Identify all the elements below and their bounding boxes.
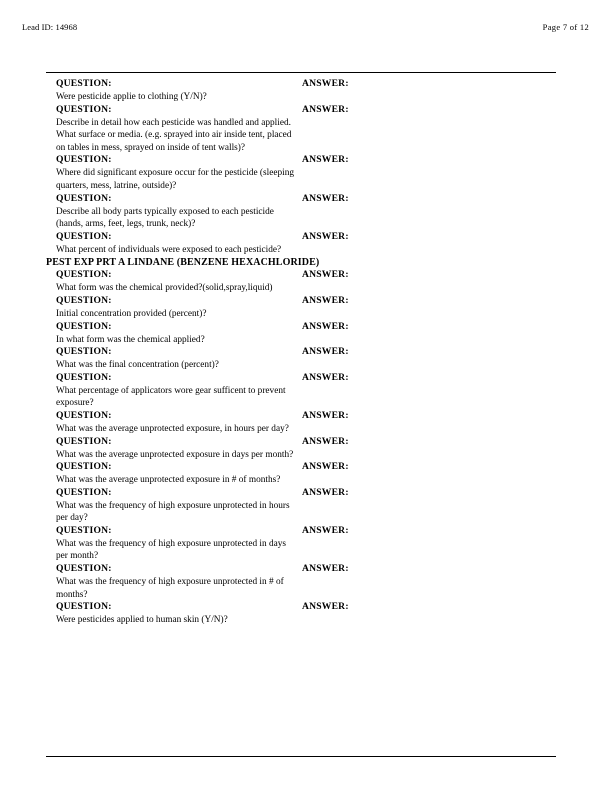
answer-label: ANSWER: bbox=[302, 192, 349, 204]
qa-item bbox=[46, 269, 556, 295]
answer-label: ANSWER: bbox=[302, 435, 349, 447]
answer-label: ANSWER: bbox=[302, 320, 349, 332]
answer-label: ANSWER: bbox=[302, 563, 349, 575]
question-text: What percent of individuals were exposed to each pesticide? bbox=[56, 244, 282, 255]
question-text: Describe in detail how each pesticide was handled and applied. What surface or media. (e.g. sprayed into air inside tent, placed on tables in mess, sprayed on inside of tent walls)? bbox=[56, 117, 292, 153]
answer-label: ANSWER: bbox=[302, 294, 349, 306]
answer-label: ANSWER: bbox=[302, 371, 349, 383]
question-text: What form was the chemical provided?(solid,spray,liquid) bbox=[56, 283, 273, 294]
qa-header bbox=[46, 321, 556, 334]
question-label: QUESTION: bbox=[56, 524, 112, 536]
question-text: What was the frequency of high exposure unprotected in # of months? bbox=[56, 577, 284, 600]
qa-item bbox=[46, 231, 556, 257]
qa-item bbox=[46, 78, 556, 104]
question-text: In what form was the chemical applied? bbox=[56, 334, 205, 345]
bottom-divider bbox=[46, 756, 556, 757]
question-label: QUESTION: bbox=[56, 435, 112, 447]
qa-item bbox=[46, 436, 556, 462]
qa-header bbox=[46, 563, 556, 576]
top-divider bbox=[46, 72, 556, 73]
qa-item bbox=[46, 346, 556, 372]
qa-header bbox=[46, 104, 556, 117]
question-text: Describe all body parts typically exposed to each pesticide (hands, arms, feet, legs, trunk, neck)? bbox=[56, 206, 274, 230]
qa-item bbox=[46, 461, 556, 487]
qa-header bbox=[46, 525, 556, 538]
question-label: QUESTION: bbox=[56, 563, 112, 575]
question-text: Where did significant exposure occur for the pesticide (sleeping quarters, mess, latrine, outside)? bbox=[56, 168, 295, 191]
answer-label: ANSWER: bbox=[302, 409, 349, 421]
section-heading: PEST EXP PRT A LINDANE (BENZENE HEXACHLORIDE) bbox=[46, 257, 320, 269]
question-label: QUESTION: bbox=[56, 371, 112, 383]
qa-item bbox=[46, 104, 556, 155]
qa-header bbox=[46, 346, 556, 359]
qa-item bbox=[46, 193, 556, 231]
answer-label: ANSWER: bbox=[302, 230, 349, 242]
question-text: Were pesticides applied to human skin (Y/N)? bbox=[56, 615, 228, 626]
qa-item bbox=[46, 154, 556, 192]
question-text: What percentage of applicators wore gear sufficent to prevent exposure? bbox=[56, 385, 286, 409]
qa-item bbox=[46, 321, 556, 347]
question-label: QUESTION: bbox=[56, 230, 112, 242]
qa-header bbox=[46, 601, 556, 614]
question-text: What was the frequency of high exposure unprotected in days per month? bbox=[56, 538, 287, 562]
questionnaire-body bbox=[46, 78, 556, 627]
answer-label: ANSWER: bbox=[302, 346, 349, 358]
question-label: QUESTION: bbox=[56, 320, 112, 332]
qa-header bbox=[46, 231, 556, 244]
question-label: QUESTION: bbox=[56, 346, 112, 358]
qa-header bbox=[46, 461, 556, 474]
qa-header bbox=[46, 487, 556, 500]
question-label: QUESTION: bbox=[56, 154, 112, 166]
answer-label: ANSWER: bbox=[302, 103, 349, 115]
qa-item bbox=[46, 410, 556, 436]
qa-item bbox=[46, 563, 556, 601]
answer-label: ANSWER: bbox=[302, 78, 349, 89]
question-label: QUESTION: bbox=[56, 192, 112, 204]
question-label: QUESTION: bbox=[56, 269, 112, 281]
lead-id: Lead ID: 14968 bbox=[22, 22, 78, 32]
answer-label: ANSWER: bbox=[302, 461, 349, 473]
question-label: QUESTION: bbox=[56, 409, 112, 421]
question-text: What was the average unprotected exposure in days per month? bbox=[56, 449, 294, 460]
answer-label: ANSWER: bbox=[302, 601, 349, 613]
qa-header bbox=[46, 372, 556, 385]
qa-item bbox=[46, 601, 556, 627]
page-number: Page 7 of 12 bbox=[542, 22, 589, 32]
qa-header bbox=[46, 436, 556, 449]
question-text: What was the final concentration (percent)? bbox=[56, 360, 219, 371]
qa-header bbox=[46, 410, 556, 423]
question-text: What was the average unprotected exposure, in hours per day? bbox=[56, 423, 289, 434]
question-text: Were pesticide applie to clothing (Y/N)? bbox=[56, 92, 207, 102]
question-label: QUESTION: bbox=[56, 461, 112, 473]
question-text: What was the frequency of high exposure unprotected in hours per day? bbox=[56, 500, 290, 524]
question-text: What was the average unprotected exposure in # of months? bbox=[56, 475, 281, 486]
question-text: Initial concentration provided (percent)? bbox=[56, 308, 207, 319]
qa-item bbox=[46, 525, 556, 563]
question-label: QUESTION: bbox=[56, 78, 112, 89]
question-label: QUESTION: bbox=[56, 486, 112, 498]
qa-item bbox=[46, 295, 556, 321]
qa-item bbox=[46, 487, 556, 525]
qa-header bbox=[46, 269, 556, 282]
question-label: QUESTION: bbox=[56, 294, 112, 306]
qa-item bbox=[46, 372, 556, 410]
answer-label: ANSWER: bbox=[302, 269, 349, 281]
answer-label: ANSWER: bbox=[302, 524, 349, 536]
qa-header bbox=[46, 154, 556, 167]
question-label: QUESTION: bbox=[56, 103, 112, 115]
qa-header bbox=[46, 295, 556, 308]
qa-header bbox=[46, 193, 556, 206]
answer-label: ANSWER: bbox=[302, 154, 349, 166]
page-header bbox=[0, 22, 611, 36]
qa-header bbox=[46, 78, 556, 91]
answer-label: ANSWER: bbox=[302, 486, 349, 498]
question-label: QUESTION: bbox=[56, 601, 112, 613]
